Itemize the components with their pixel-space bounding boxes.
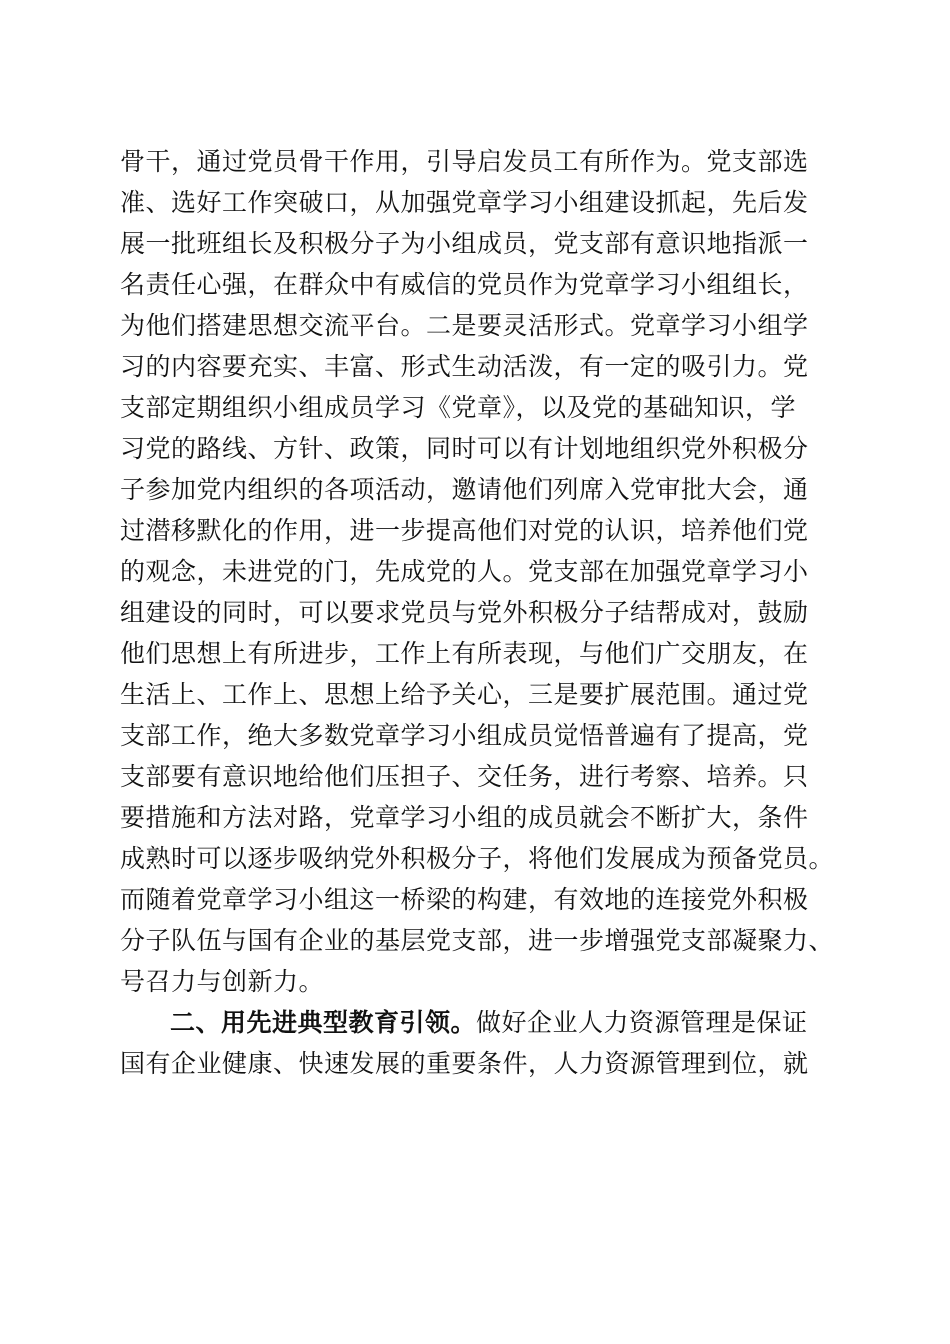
paragraph-line: 支部工作，绝大多数党章学习小组成员觉悟普遍有了提高，党 [120,721,809,750]
document-body [120,141,840,1084]
paragraph-line: 展一批班组长及积极分子为小组成员，党支部有意识地指派一 [120,229,809,258]
paragraph-line: 骨干，通过党员骨干作用，引导启发员工有所作为。党支部选 [120,147,809,176]
paragraph-line: 他们思想上有所进步，工作上有所表现，与他们广交朋友，在 [120,639,809,668]
paragraph-line: 子参加党内组织的各项活动，邀请他们列席入党审批大会，通 [120,475,809,504]
paragraph-line: 而随着党章学习小组这一桥梁的构建，有效地的连接党外积极 [120,885,809,914]
paragraph-line: 为他们搭建思想交流平台。二是要灵活形式。党章学习小组学 [120,311,809,340]
section-heading: 二、用先进典型教育引领。 [170,1008,477,1037]
paragraph-line: 号召力与创新力。 [120,967,325,996]
paragraph-line: 成熟时可以逐步吸纳党外积极分子，将他们发展成为预备党员。 [120,844,835,873]
paragraph-line: 习的内容要充实、丰富、形式生动活泼，有一定的吸引力。党 [120,352,809,381]
paragraph-line: 分子队伍与国有企业的基层党支部，进一步增强党支部凝聚力、 [120,926,835,955]
paragraph-line: 准、选好工作突破口，从加强党章学习小组建设抓起，先后发 [120,188,809,217]
paragraph-line: 生活上、工作上、思想上给予关心，三是要扩展范围。通过党 [120,680,809,709]
paragraph-line: 支部要有意识地给他们压担子、交任务，进行考察、培养。只 [120,762,809,791]
paragraph-line: 的观念，未进党的门，先成党的人。党支部在加强党章学习小 [120,557,809,586]
paragraph-line: 过潜移默化的作用，进一步提高他们对党的认识，培养他们党 [120,516,809,545]
section-first-line [120,1002,840,1043]
paragraph-line: 国有企业健康、快速发展的重要条件，人力资源管理到位，就 [120,1049,809,1078]
paragraph-line: 组建设的同时，可以要求党员与党外积极分子结帮成对，鼓励 [120,598,809,627]
paragraph-line: 支部定期组织小组成员学习《党章》，以及党的基础知识，学 [120,393,797,422]
paragraph-line: 习党的路线、方针、政策，同时可以有计划地组织党外积极分 [120,434,809,463]
paragraph-line: 名责任心强，在群众中有威信的党员作为党章学习小组组长， [120,270,809,299]
paragraph-line: 要措施和方法对路，党章学习小组的成员就会不断扩大，条件 [120,803,809,832]
section-text: 做好企业人力资源管理是保证 [476,1008,808,1037]
